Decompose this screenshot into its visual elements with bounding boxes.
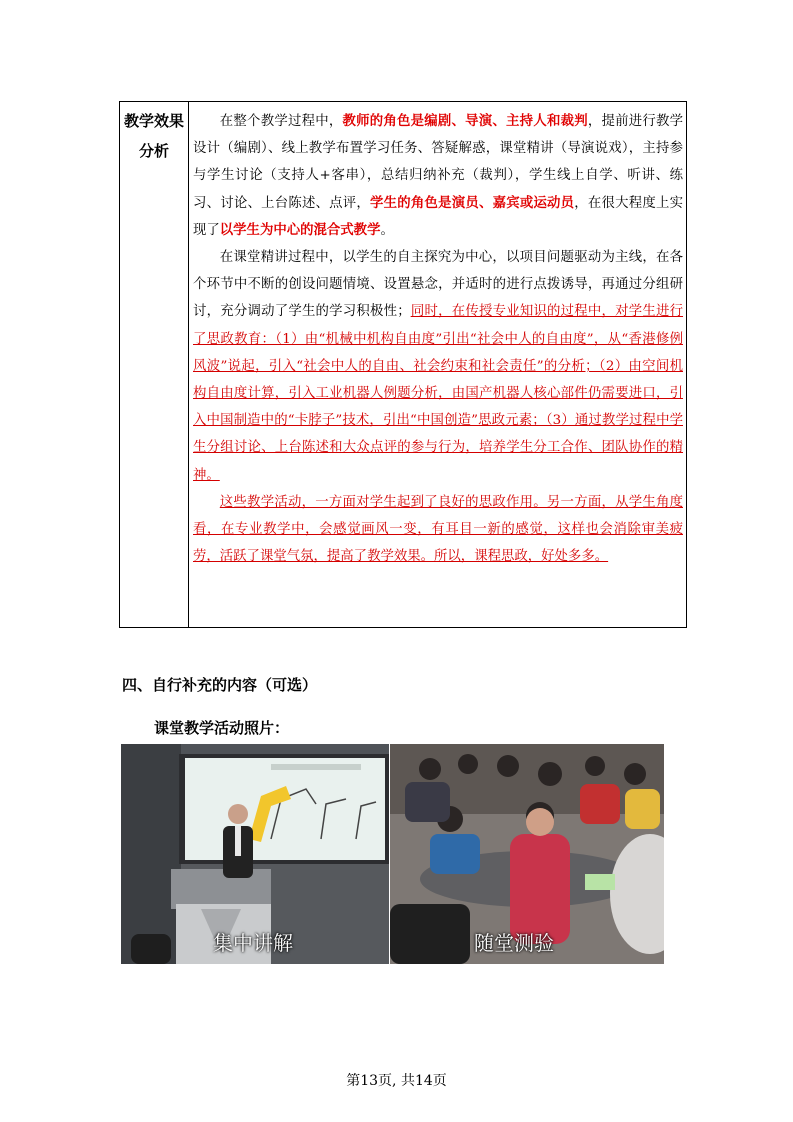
quiz-photo xyxy=(390,744,664,964)
table-column-divider xyxy=(188,102,189,627)
section-heading: 四、自行补充的内容（可选） xyxy=(122,676,318,694)
photos-label: 课堂教学活动照片： xyxy=(154,719,290,737)
paragraph-2 xyxy=(193,244,683,489)
student-role-emphasis: 学生的角色是演员、嘉宾或运动员 xyxy=(370,194,575,211)
p1-text-g: 。 xyxy=(380,222,394,238)
paragraph-1 xyxy=(193,108,683,244)
p3-text: 这些教学活动，一方面对学生起到了良好的思政作用。另一方面，从学生角度看，在专业教学中，会感觉画风一变，有耳目一新的感觉，这样也会消除审美疲劳，活跃了课堂气氛，提高了教学效果。所以，课程思政，好处多多。 xyxy=(193,494,683,565)
paragraph-3 xyxy=(193,489,683,571)
lecture-photo xyxy=(121,744,389,964)
p1-text-a: 在整个教学过程中， xyxy=(219,114,343,129)
p2-text-a: 在课堂精讲过程中，以学生的自主探究为中心，以项目问题驱动为主线，在各个环节中不断的创设问题情境、设置悬念，并适时的进行点拨诱导，再通过分组研讨，充分调动了学生的学习积极性； xyxy=(193,250,683,320)
label-line-1: 教学效果 xyxy=(123,112,184,130)
p1-text-e: ，在很大程度上实现了 xyxy=(193,195,684,238)
table-label-cell xyxy=(120,102,188,166)
table-body-cell xyxy=(193,108,683,570)
teacher-role-emphasis: 教师的角色是编剧、导演、主持人和裁判 xyxy=(342,113,588,129)
evaluation-table xyxy=(119,101,687,628)
quiz-caption: 随堂测验 xyxy=(474,931,554,955)
ideological-education-text: 同时，在传授专业知识的过程中，对学生进行了思政教育：（1）由“机械中机构自由度”引出“社会中人的自由度”，从“香港修例风波”说起，引入“社会中人的自由、社会约束和社会责任”的分析；（2）由空间机构自由度计算，引入工业机器人例题分析，由国产机器人核心部件仍需要进口，引入中国制造中的“卡脖子”技术，引出“中国创造”思政元素；（3）通过教学过程中学生分组讨论、上台陈述和大众点评的参与行为，培养学生分工合作、团队协作的精神。 xyxy=(193,304,684,483)
lecture-caption: 集中讲解 xyxy=(213,931,293,955)
page-footer: 第13页, 共14页 xyxy=(346,1073,447,1089)
blended-teaching-emphasis: 以学生为中心的混合式教学 xyxy=(219,221,381,238)
p1-text-c: ，提前进行教学设计（编剧）、线上教学布置学习任务、答疑解惑，课堂精讲（导演说戏），主持参与学生讨论（支持人+客串），总结归纳补充（裁判），学生线上自学、听讲、练习、讨论、上台陈述、点评， xyxy=(193,114,684,211)
label-line-2: 分析 xyxy=(138,142,169,160)
